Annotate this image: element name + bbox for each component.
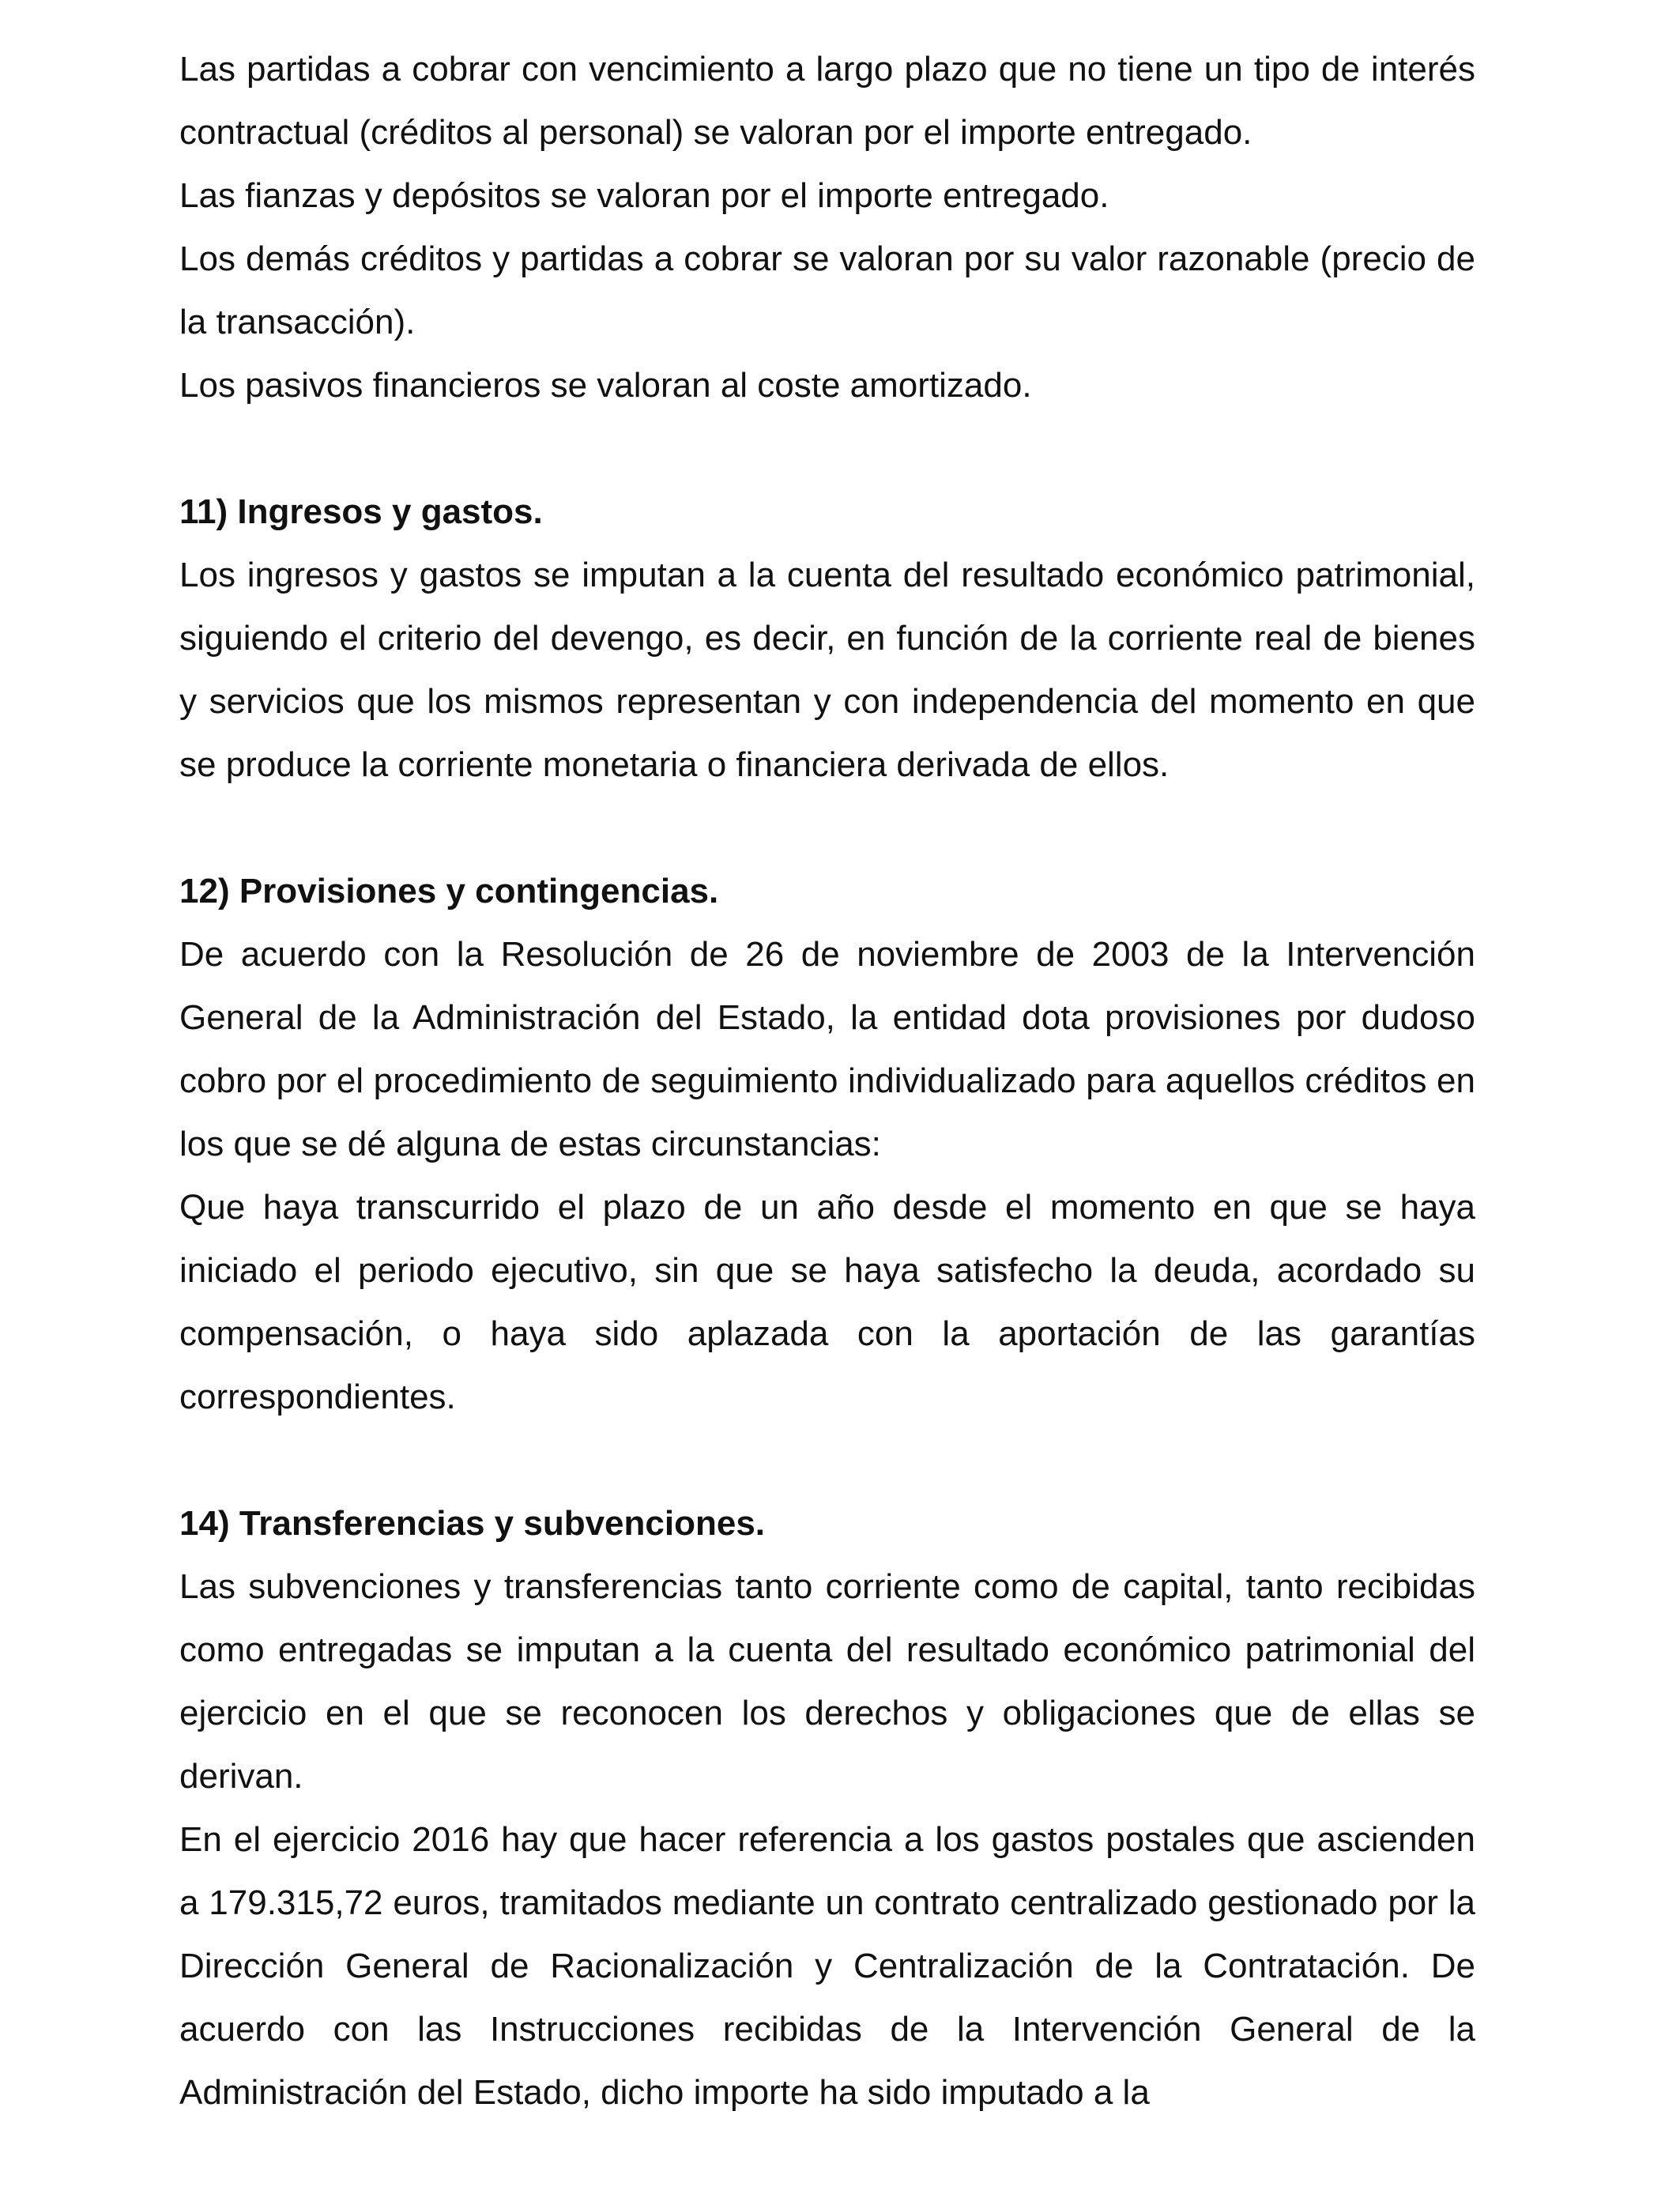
paragraph-spacer <box>179 417 1475 481</box>
section-paragraph: Las subvenciones y transferencias tanto corriente como de capital, tanto recibidas como entregadas se imputan a la cuenta del resultado económico patrimonial del ejercicio en el que se reconocen los derechos y obligaciones que de ellas se derivan. <box>179 1567 1475 1796</box>
paragraph-spacer <box>179 797 1475 860</box>
section-heading-ingresos: 11) Ingresos y gastos. <box>179 492 543 531</box>
section-heading-provisiones: 12) Provisiones y contingencias. <box>179 872 719 910</box>
intro-paragraph: Los demás créditos y partidas a cobrar se valoran por su valor razonable (precio de la transacción). <box>179 239 1475 341</box>
intro-paragraph: Las fianzas y depósitos se valoran por el importe entregado. <box>179 176 1109 215</box>
document-page <box>179 38 1475 2124</box>
intro-paragraph: Los pasivos financieros se valoran al coste amortizado. <box>179 366 1032 405</box>
section-paragraph: Que haya transcurrido el plazo de un año desde el momento en que se haya iniciado el periodo ejecutivo, sin que se haya satisfecho la deuda, acordado su compensación, o haya sido aplazada con la aportación de las garantías correspondientes. <box>179 1188 1475 1416</box>
section-heading-transferencias: 14) Transferencias y subvenciones. <box>179 1504 766 1543</box>
section-paragraph: En el ejercicio 2016 hay que hacer referencia a los gastos postales que ascienden a 179.315,72 euros, tramitados mediante un contrato centralizado gestionado por la Dirección General de Racionalización y Centralización de la Contratación. De acuerdo con las Instrucciones recibidas de la Intervención General de la Administración del Estado, dicho importe ha sido imputado a la <box>179 1820 1475 2112</box>
section-paragraph: Los ingresos y gastos se imputan a la cuenta del resultado económico patrimonial, siguiendo el criterio del devengo, es decir, en función de la corriente real de bienes y servicios que los mismos representan y con independencia del momento en que se produce la corriente monetaria o financiera derivada de ellos. <box>179 556 1475 784</box>
intro-paragraph: Las partidas a cobrar con vencimiento a largo plazo que no tiene un tipo de interés contractual (créditos al personal) se valoran por el importe entregado. <box>179 50 1475 152</box>
paragraph-spacer <box>179 1429 1475 1492</box>
section-paragraph: De acuerdo con la Resolución de 26 de noviembre de 2003 de la Intervención General de la Administración del Estado, la entidad dota provisiones por dudoso cobro por el procedimiento de seguimiento individualizado para aquellos créditos en los que se dé alguna de estas circunstancias: <box>179 935 1475 1163</box>
